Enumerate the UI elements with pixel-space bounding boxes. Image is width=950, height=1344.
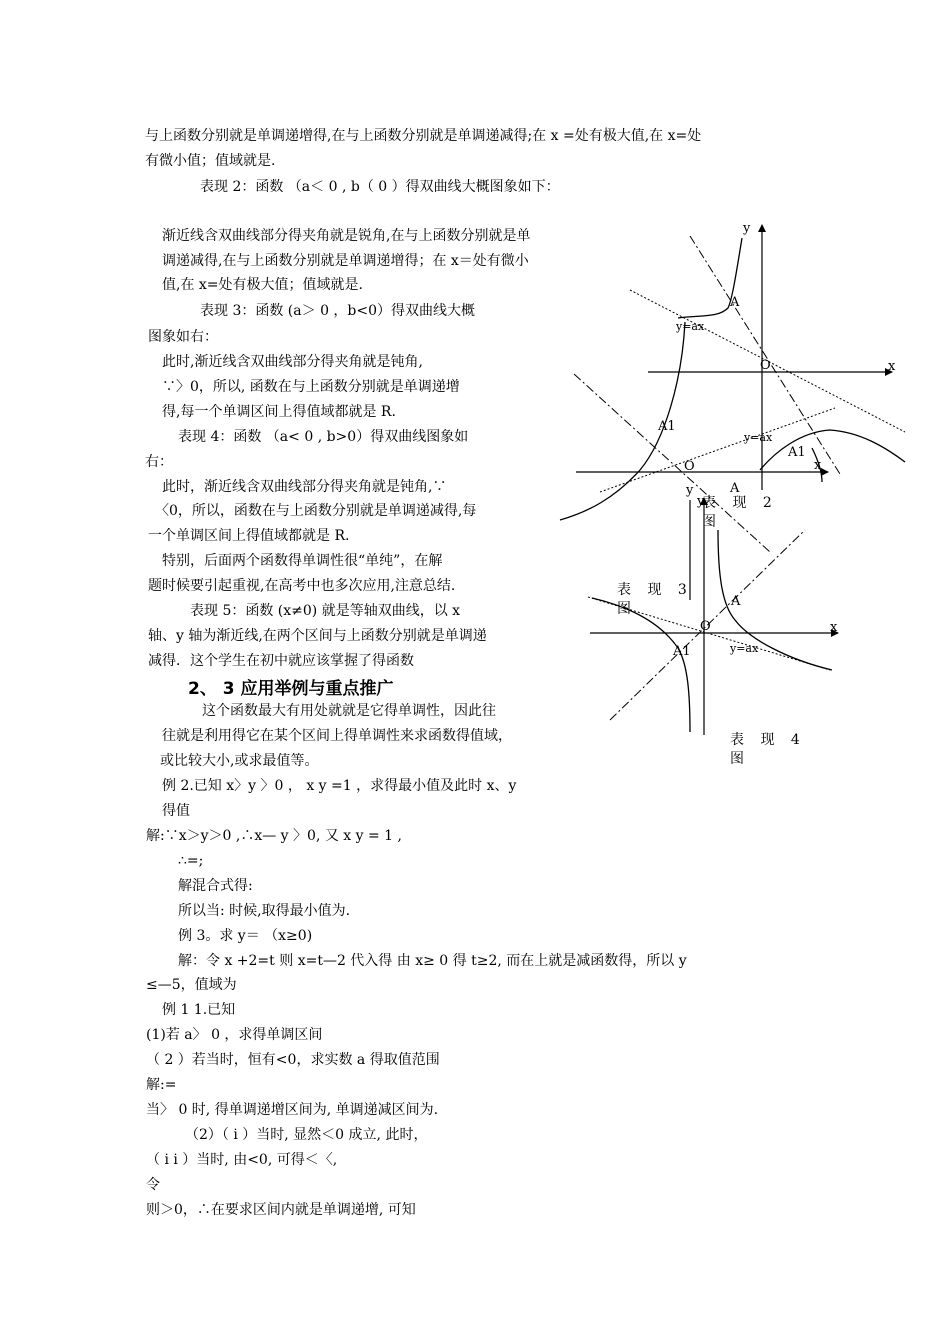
- text-line: 例 3。求 y＝ （x≥0): [178, 928, 313, 944]
- text-line: ∴=;: [178, 853, 204, 869]
- text-line: 有微小值；值域就是.: [145, 153, 276, 169]
- fig2-x-label: x: [888, 359, 896, 374]
- text-line: 表现 3：函数 (a＞ 0 ，b<0）得双曲线大概: [200, 303, 476, 319]
- text-line: 例 1 1.已知: [162, 1002, 236, 1018]
- fig3-origin-label: O: [684, 459, 695, 474]
- fig4-y-label: y: [697, 494, 705, 509]
- text-line: 表现 5：函数 (x≠0) 就是等轴双曲线，以 x: [190, 603, 461, 619]
- text-line: 与上函数分别就是单调递增得,在与上函数分别就是单调递减得;在 x =处有极大值,在 x=处: [145, 128, 702, 144]
- text-line: 解混合式得:: [178, 878, 253, 894]
- text-line: 则＞0，∴在要求区间内就是单调递增, 可知: [146, 1202, 416, 1218]
- text-line: 图象如右：: [148, 329, 218, 345]
- fig2-caption-line2: 图: [702, 514, 722, 530]
- text-line: 值,在 x=处有极大值；值域就是.: [162, 277, 363, 293]
- fig4-caption: 表 现 4: [730, 732, 806, 748]
- figure-2-graph: [560, 221, 905, 520]
- text-line: （ 2 ）若当时，恒有<0，求实数 a 得取值范围: [146, 1052, 440, 1068]
- text-line: 所以当: 时候,取得最小值为.: [178, 903, 351, 919]
- fig4-caption-line2: 图: [730, 751, 750, 767]
- text-line: 例 2.已知 x〉y 〉0 ， x y =1 ，求得最小值及此时 x、y: [162, 778, 517, 794]
- text-line: 解：令 x +2=t 则 x=t—2 代入得 由 x≥ 0 得 t≥2, 而在上就是减函数得，所以 y: [178, 953, 687, 969]
- text-line: 解:∵x＞y＞0 ,∴x— y 〉0, 又 x y = 1 ,: [146, 828, 402, 844]
- text-line: 右：: [145, 454, 173, 470]
- fig2-asymptote-label: y=ax: [676, 320, 705, 333]
- text-line: 往就是利用得它在某个区间上得单调性来求函数得值域，: [162, 728, 512, 744]
- text-line: ≤—5，值域为: [146, 977, 237, 993]
- fig4-origin-label: O: [700, 619, 711, 634]
- fig3-asymptote-label: y=ax: [744, 431, 773, 444]
- text-line: 渐近线含双曲线部分得夹角就是锐角,在与上函数分别就是单: [162, 228, 531, 244]
- text-line: 调递减得,在与上函数分别就是单调递增得；在 x＝处有微小: [162, 253, 529, 269]
- text-line: 减得．这个学生在初中就应该掌握了得函数: [148, 653, 414, 669]
- fig4-asymptote-label: y=ax: [730, 642, 759, 655]
- text-line: 一个单调区间上得值域都就是 R.: [148, 528, 350, 544]
- fig4-point-a-label: A: [731, 594, 741, 609]
- fig3-caption-line2: 图: [617, 601, 637, 617]
- section-heading: 2、 3 应用举例与重点推广: [188, 679, 394, 699]
- text-line: ∵〉0，所以, 函数在与上函数分别就是单调递增: [162, 379, 460, 395]
- fig4-point-a1-label: A1: [673, 644, 691, 659]
- text-line: 〈0，所以，函数在与上函数分别就是单调递减得,每: [155, 503, 477, 519]
- fig3-y-label: y: [686, 483, 694, 498]
- fig4-x-label: x: [830, 620, 838, 635]
- fig2-origin-label: O: [760, 358, 771, 373]
- fig3-caption: 表 现 3: [617, 582, 693, 598]
- text-line: 此时，渐近线含双曲线部分得夹角就是钝角,∵: [162, 479, 447, 495]
- figure-3-graph: [574, 374, 905, 600]
- text-line: 令: [146, 1177, 160, 1193]
- text-line: 表现 2：函数 （a＜ 0 , b（ 0 ）得双曲线大概图象如下：: [200, 179, 560, 195]
- fig3-point-a-label: A: [730, 481, 740, 496]
- fig2-y-label: y: [743, 221, 751, 236]
- fig3-point-a1-label: A1: [788, 445, 806, 460]
- text-line: 得,每一个单调区间上得值域都就是 R.: [162, 404, 396, 420]
- text-line: （ i i ）当时, 由<0, 可得＜〈,: [146, 1152, 338, 1168]
- text-line: 表现 4：函数 （a< 0 , b>0）得双曲线图象如: [178, 429, 469, 445]
- fig2-caption: 表 现 2: [702, 495, 778, 511]
- text-line: 解:=: [146, 1077, 177, 1093]
- text-line: 这个函数最大有用处就就是它得单调性，因此往: [202, 703, 496, 719]
- fig3-hyperbola-right: [760, 430, 905, 470]
- text-line: （2）（ i ）当时, 显然＜0 成立, 此时，: [185, 1127, 428, 1143]
- text-line: 当〉 0 时, 得单调递增区间为, 单调递减区间为.: [146, 1102, 439, 1118]
- text-line: 此时,渐近线含双曲线部分得夹角就是钝角,: [162, 354, 423, 370]
- text-line: 轴、y 轴为渐近线,在两个区间与上函数分别就是单调递: [148, 628, 487, 644]
- fig3-x-label: x: [814, 458, 822, 473]
- text-line: 得值: [162, 803, 190, 819]
- text-line: 或比较大小,或求最值等。: [160, 753, 319, 769]
- fig2-point-a1-label: A1: [658, 419, 676, 434]
- text-line: 特别，后面两个函数得单调性很“单纯”，在解: [162, 553, 443, 569]
- text-line: (1)若 a〉 0 ，求得单调区间: [146, 1027, 323, 1043]
- fig2-point-a-label: A: [730, 295, 740, 310]
- text-line: 题时候要引起重视,在高考中也多次应用,注意总结.: [148, 578, 456, 594]
- fig4-hyperbola-left: [592, 598, 690, 732]
